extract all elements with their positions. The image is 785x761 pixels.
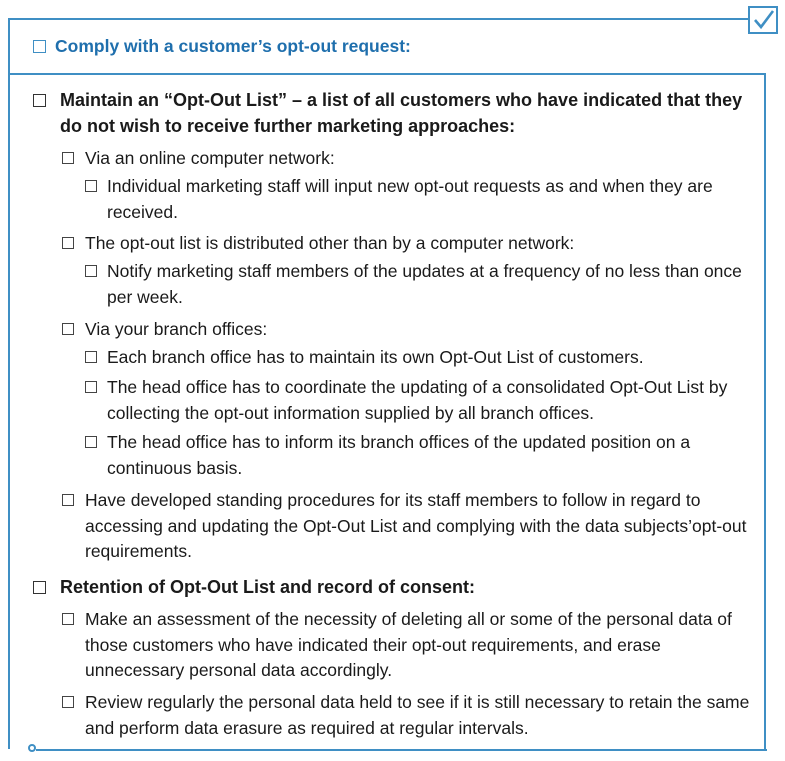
frame-end-dot bbox=[28, 744, 36, 752]
subitem-text: The head office has to coordinate the updating of a consolidated Opt-Out List by collecting the opt-out information supplied by all branch offices. bbox=[107, 377, 728, 423]
section-maintain-opt-out-list bbox=[33, 88, 753, 139]
checklist-subitem bbox=[85, 345, 750, 371]
header-checkbox[interactable] bbox=[33, 40, 46, 53]
checklist-item bbox=[62, 690, 752, 741]
checklist-item bbox=[62, 231, 752, 257]
item-text: Via your branch offices: bbox=[85, 319, 268, 339]
section-title: Maintain an “Opt-Out List” – a list of all customers who have indicated that they do not wish to receive further marketing approaches: bbox=[60, 90, 743, 136]
item-checkbox[interactable] bbox=[62, 696, 74, 708]
item-text: Review regularly the personal data held to see if it is still necessary to retain the same and perform data erasure as required at regular intervals. bbox=[85, 692, 750, 738]
checklist-header bbox=[33, 34, 411, 60]
subitem-checkbox[interactable] bbox=[85, 381, 97, 393]
item-checkbox[interactable] bbox=[62, 323, 74, 335]
item-text: Make an assessment of the necessity of deleting all or some of the personal data of those customers who have indicated their opt-out requirements, and erase unnecessary personal data accordingly. bbox=[85, 609, 732, 680]
section-retention bbox=[33, 575, 753, 601]
checklist-item bbox=[62, 607, 752, 684]
checklist-subitem bbox=[85, 174, 750, 225]
item-checkbox[interactable] bbox=[62, 237, 74, 249]
item-checkbox[interactable] bbox=[62, 613, 74, 625]
checkmark-box-icon bbox=[748, 6, 778, 34]
subitem-checkbox[interactable] bbox=[85, 436, 97, 448]
header-title: Comply with a customer’s opt-out request: bbox=[55, 36, 411, 56]
frame-left-line bbox=[8, 18, 10, 73]
checklist-subitem bbox=[85, 259, 750, 310]
checklist-item bbox=[62, 317, 752, 343]
subitem-text: Notify marketing staff members of the updates at a frequency of no less than once per week. bbox=[107, 261, 742, 307]
subitem-checkbox[interactable] bbox=[85, 351, 97, 363]
checklist-item bbox=[62, 488, 752, 565]
checklist-subitem bbox=[85, 375, 750, 426]
checklist-item bbox=[62, 146, 752, 172]
section-title: Retention of Opt-Out List and record of consent: bbox=[60, 577, 475, 597]
subitem-checkbox[interactable] bbox=[85, 180, 97, 192]
item-text: Via an online computer network: bbox=[85, 148, 335, 168]
frame-bottom-line bbox=[36, 749, 767, 751]
section-checkbox[interactable] bbox=[33, 94, 46, 107]
subitem-text: The head office has to inform its branch offices of the updated position on a continuous basis. bbox=[107, 432, 691, 478]
section-checkbox[interactable] bbox=[33, 581, 46, 594]
item-text: Have developed standing procedures for its staff members to follow in regard to accessing and updating the Opt-Out List and complying with the data subjects’opt-out requirements. bbox=[85, 490, 747, 561]
item-checkbox[interactable] bbox=[62, 152, 74, 164]
checkmark-icon bbox=[752, 9, 776, 31]
subitem-text: Each branch office has to maintain its own Opt-Out List of customers. bbox=[107, 347, 644, 367]
item-checkbox[interactable] bbox=[62, 494, 74, 506]
item-text: The opt-out list is distributed other than by a computer network: bbox=[85, 233, 575, 253]
checklist-subitem bbox=[85, 430, 750, 481]
subitem-text: Individual marketing staff will input new opt-out requests as and when they are received. bbox=[107, 176, 713, 222]
frame-top-line bbox=[8, 18, 748, 20]
subitem-checkbox[interactable] bbox=[85, 265, 97, 277]
